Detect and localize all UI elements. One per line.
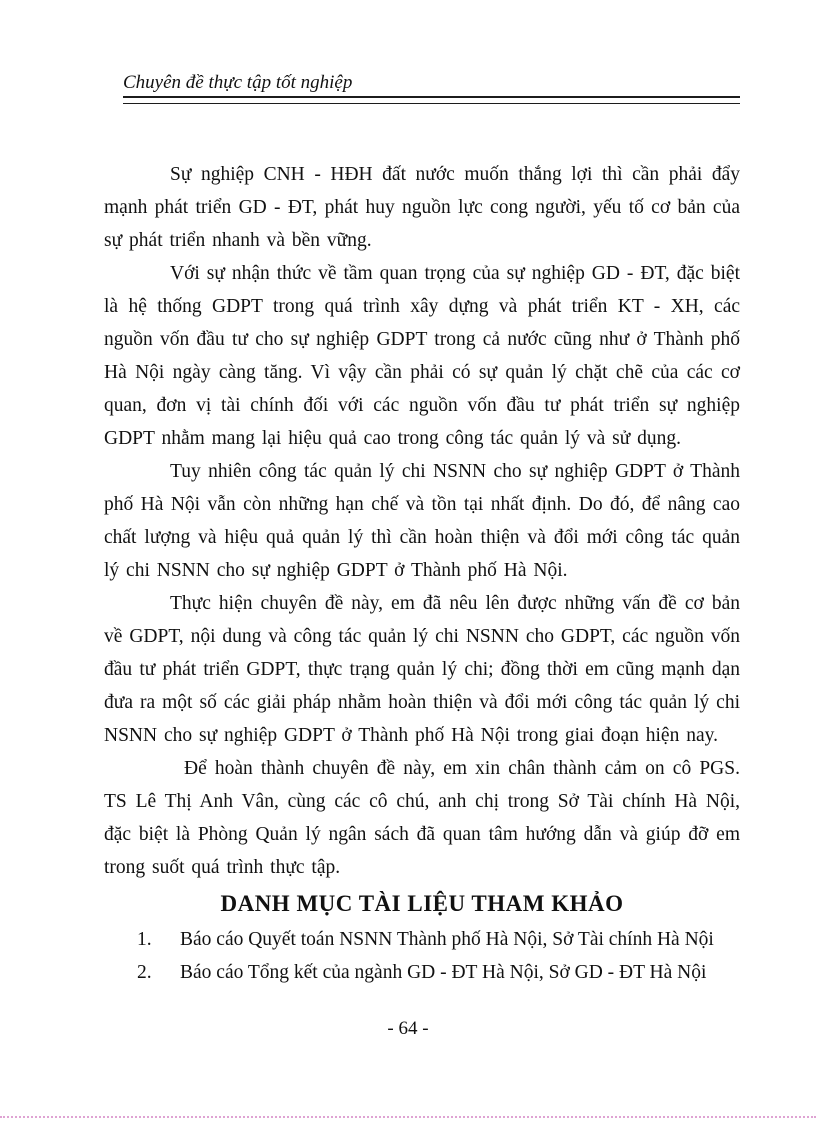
list-item-text: Báo cáo Quyết toán NSNN Thành phố Hà Nội, Sở Tài chính Hà Nội bbox=[180, 929, 714, 950]
page-number: - 64 - bbox=[387, 1018, 429, 1039]
header-rule-thin bbox=[123, 103, 740, 104]
list-item bbox=[104, 956, 740, 989]
page-body bbox=[104, 158, 740, 989]
body-paragraph: Sự nghiệp CNH - HĐH đất nước muốn thắng lợi thì cần phải đẩy mạnh phát triển GD - ĐT, phát huy nguồn lực cong người, yếu tố cơ bản của sự phát triển nhanh và bền vững. bbox=[104, 164, 740, 251]
page-break-dotted-line bbox=[0, 1116, 816, 1118]
header-rule-thick bbox=[123, 96, 740, 98]
running-header-title: Chuyên đề thực tập tốt nghiệp bbox=[123, 72, 353, 93]
running-header bbox=[123, 72, 740, 104]
list-item-number: 2. bbox=[137, 962, 152, 983]
references-list bbox=[104, 923, 740, 989]
list-item bbox=[104, 923, 740, 956]
body-paragraph: Thực hiện chuyên đề này, em đã nêu lên được những vấn đề cơ bản về GDPT, nội dung và công tác quản lý chi NSNN cho GDPT, các nguồn vốn đầu tư phát triển GDPT, thực trạng quản lý chi; đồng thời em cũng mạnh dạn đưa ra một số các giải pháp nhằm hoàn thiện và đổi mới công tác quản lý chi NSNN cho sự nghiệp GDPT ở Thành phố Hà Nội trong giai đoạn hiện nay. bbox=[104, 593, 740, 746]
body-paragraph: Với sự nhận thức về tầm quan trọng của sự nghiệp GD - ĐT, đặc biệt là hệ thống GDPT trong quá trình xây dựng và phát triển KT - XH, các nguồn vốn đầu tư cho sự nghiệp GDPT trong cả nước cũng như ở Thành phố Hà Nội ngày càng tăng. Vì vậy cần phải có sự quản lý chặt chẽ của các cơ quan, đơn vị tài chính đối với các nguồn vốn đầu tư phát triển sự nghiệp GDPT nhằm mang lại hiệu quả cao trong công tác quản lý và sử dụng. bbox=[104, 263, 740, 449]
body-paragraph: Để hoàn thành chuyên đề này, em xin chân thành cảm on cô PGS. TS Lê Thị Anh Vân, cùng các cô chú, anh chị trong Sở Tài chính Hà Nội, đặc biệt là Phòng Quản lý ngân sách đã quan tâm hướng dẫn và giúp đỡ em trong suốt quá trình thực tập. bbox=[104, 758, 740, 878]
list-item-text: Báo cáo Tổng kết của ngành GD - ĐT Hà Nội, Sở GD - ĐT Hà Nội bbox=[180, 962, 707, 983]
list-item-number: 1. bbox=[137, 929, 152, 950]
body-paragraph: Tuy nhiên công tác quản lý chi NSNN cho sự nghiệp GDPT ở Thành phố Hà Nội vẫn còn những hạn chế và tồn tại nhất định. Do đó, để nâng cao chất lượng và hiệu quả quản lý thì cần hoàn thiện và đổi mới công tác quản lý chi NSNN cho sự nghiệp GDPT ở Thành phố Hà Nội. bbox=[104, 461, 740, 581]
references-heading: DANH MỤC TÀI LIỆU THAM KHẢO bbox=[220, 891, 624, 916]
